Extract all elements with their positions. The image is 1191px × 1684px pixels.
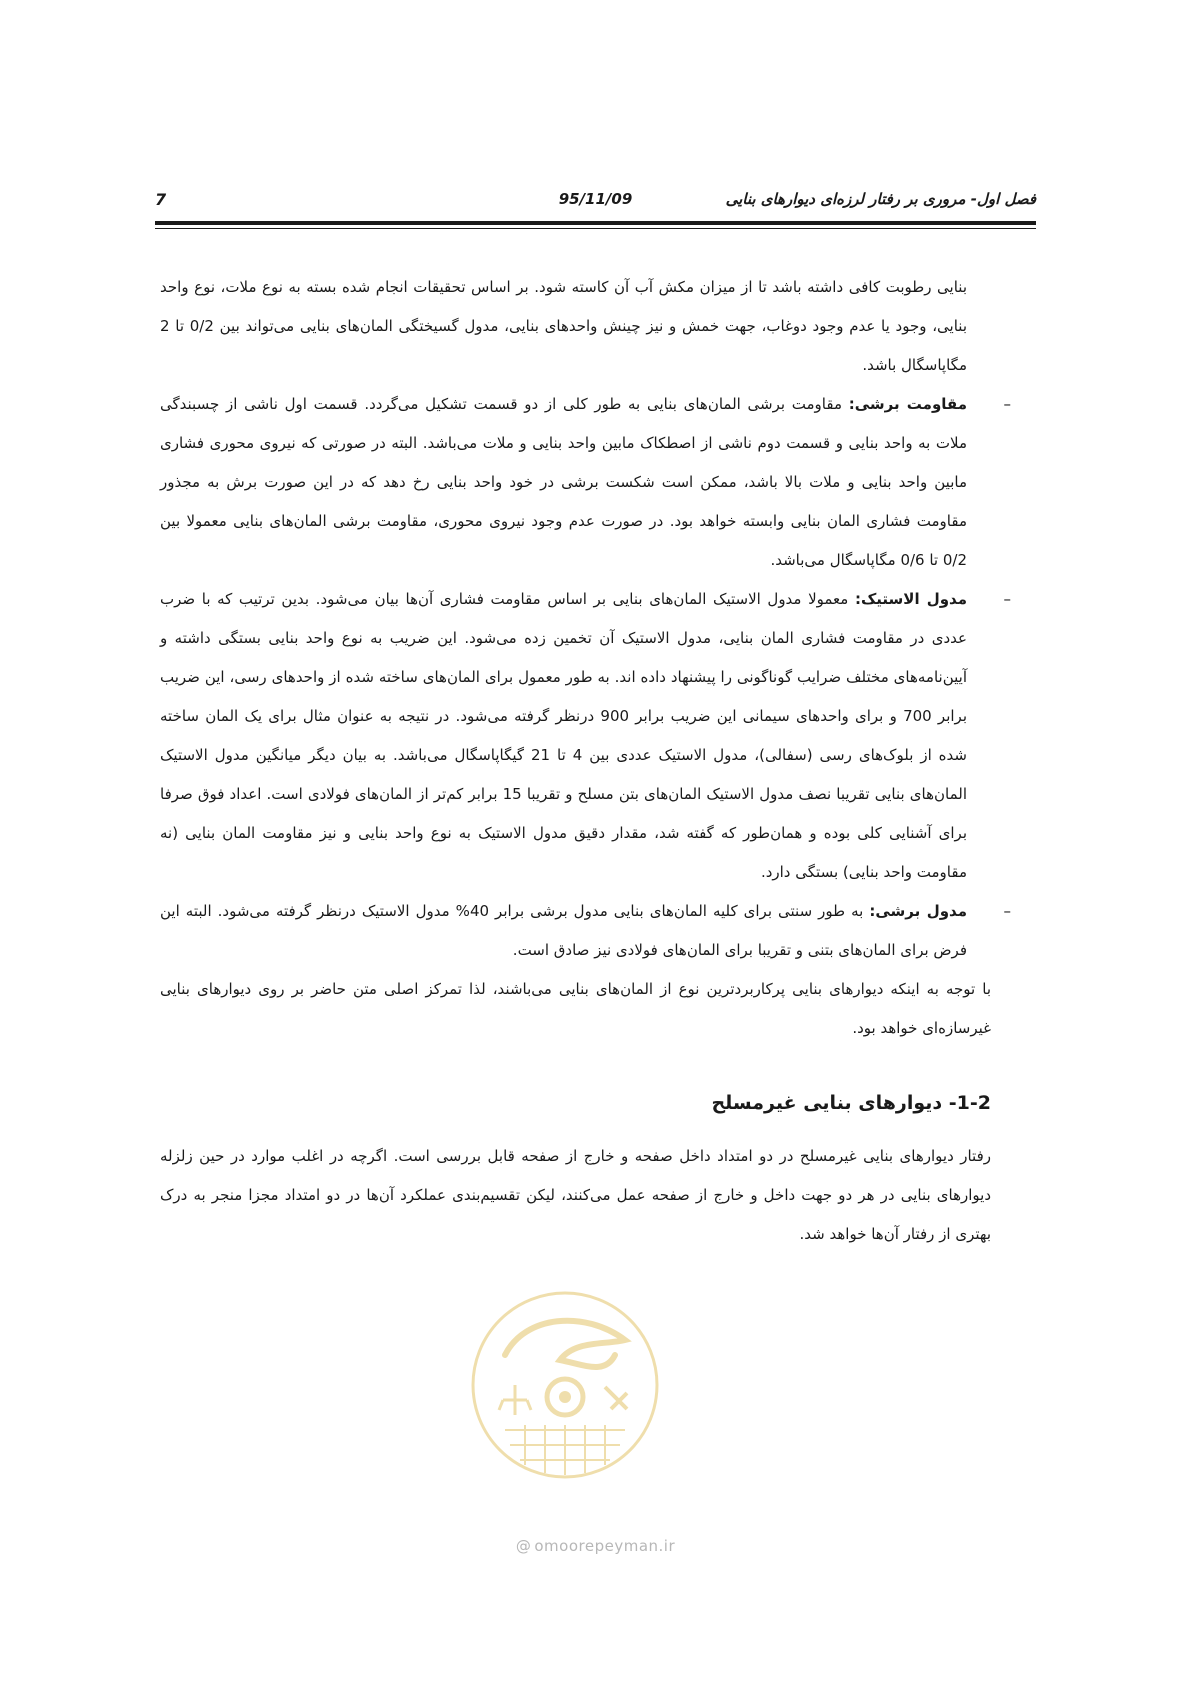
bullet-term: مدول برشی: — [869, 902, 967, 920]
watermark-gear-hub — [559, 1391, 571, 1403]
section-paragraph: رفتار دیوارهای بنایی غیرمسلح در دو امتداد داخل صفحه و خارج از صفحه قابل بررسی است. اگرچه در اغلب موارد در حین زلزله دیوارهای بنایی در هر دو جهت داخل و خارج از صفحه عمل می‌کنند، لیکن تقسیم‌بندی عملکرد آن‌ها در دو امتداد مجزا منجر به درک بهتری از رفتار آن‌ها خواهد شد. — [160, 1147, 991, 1243]
page-header — [155, 190, 1036, 218]
watermark-scale-icon — [499, 1385, 531, 1415]
bullet-text: به طور سنتی برای کلیه المان‌های بنایی مدول برشی برابر 40% مدول الاستیک درنظر گرفته می‌شود. البته این فرض برای المان‌های بتنی و تقریبا برای المان‌های فولادی نیز صادق است. — [160, 902, 967, 959]
bullet-dash: – — [1003, 590, 1011, 608]
bullet-text: معمولا مدول الاستیک المان‌های بنایی بر اساس مقاومت فشاری آن‌ها بیان می‌شود. بدین ترتیب که با ضرب عددی در مقاومت فشاری المان بنایی، مدول الاستیک آن تخمین زده می‌شود. این ضریب به نوع واحد بنایی بستگی داشته و آیین‌نامه‌های مختلف ضرایب گوناگونی را پیشنهاد داده اند. به طور معمول برای المان‌های ساخته شده از واحدهای رسی، این ضریب برابر 700 و برای واحدهای سیمانی این ضریب برابر 900 درنظر گرفته می‌شود. در نتیجه به عنوان مثال برای یک المان ساخته شده از بلوک‌های رسی (سفالی)، مدول الاستیک عددی بین 4 تا 21 گیگاپاسگال می‌باشد. به بیان دیگر میانگین مدول الاستیک المان‌های بنایی تقریبا نصف مدول الاستیک المان‌های بتن مسلح و تقریبا 15 برابر کم‌تر از المان‌های فولادی است. اعداد فوق صرفا برای آشنایی کلی بوده و همان‌طور که گفته شد، مقدار دقیق مدول الاستیک به نوع واحد بنایی و نیز مقاومت المان بنایی (نه مقاومت واحد بنایی) بستگی دارد. — [160, 590, 968, 881]
watermark-website — [0, 1537, 1191, 1555]
bullet-shear-modulus — [160, 892, 1021, 970]
bullet-dash: – — [1003, 395, 1011, 413]
bullet-term: مقاومت برشی: — [848, 395, 967, 413]
body-content — [160, 268, 1021, 1254]
bullet-shear-strength — [160, 385, 1021, 580]
header-date: 95/11/09 — [558, 190, 633, 208]
watermark-tool-icon — [605, 1387, 627, 1409]
watermark-logo — [465, 1285, 665, 1485]
bullet-dash: – — [1003, 902, 1011, 920]
website-text: omoorepeyman.ir — [534, 1537, 676, 1555]
watermark-calligraphy — [505, 1321, 625, 1367]
section-heading: 1-2- دیوارهای بنایی غیرمسلح — [711, 1092, 991, 1114]
page-number: 7 — [155, 190, 167, 209]
at-icon: @ — [515, 1537, 532, 1555]
bullet-elastic-modulus — [160, 580, 1021, 892]
closing-paragraph: با توجه به اینکه دیوارهای بنایی پرکاربردترین نوع از المان‌های بنایی می‌باشند، لذا تمرکز اصلی متن حاضر بر روی دیوارهای بنایی غیرسازه‌ای خواهد بود. — [160, 980, 991, 1037]
chapter-title: فصل اول- مروری بر رفتار لرزه‌ای دیوارهای بنایی — [725, 190, 1036, 208]
bullet-text: مقاومت برشی المان‌های بنایی به طور کلی از دو قسمت تشکیل می‌گردد. قسمت اول ناشی از چسبندگی ملات به واحد بنایی و قسمت دوم ناشی از اصطکاک مابین واحد بنایی و ملات می‌باشد. البته در صورتی که نیروی محوری فشاری مابین واحد بنایی و ملات بالا باشد، ممکن است شکست برشی در خود واحد بنایی رخ دهد که در این صورت برش به مجذور مقاومت فشاری المان بنایی وابسته خواهد بود. در صورت عدم وجود نیروی محوری، مقاومت برشی المان‌های بنایی معمولا بین 0/2 تا 0/6 مگاپاسگال می‌باشد. — [160, 395, 967, 569]
continued-paragraph: بنایی رطوبت کافی داشته باشد تا از میزان مکش آب آن کاسته شود. بر اساس تحقیقات انجام شده بسته به نوع ملات، نوع واحد بنایی، وجود یا عدم وجود دوغاب، جهت خمش و نیز چینش واحدهای بنایی، مدول گسیختگی المان‌های بنایی می‌تواند بین 0/2 تا 2 مگاپاسگال باشد. — [160, 278, 967, 374]
header-rule-thick — [155, 221, 1036, 225]
bullet-term: مدول الاستیک: — [854, 590, 967, 608]
header-rule-thin — [155, 228, 1036, 229]
